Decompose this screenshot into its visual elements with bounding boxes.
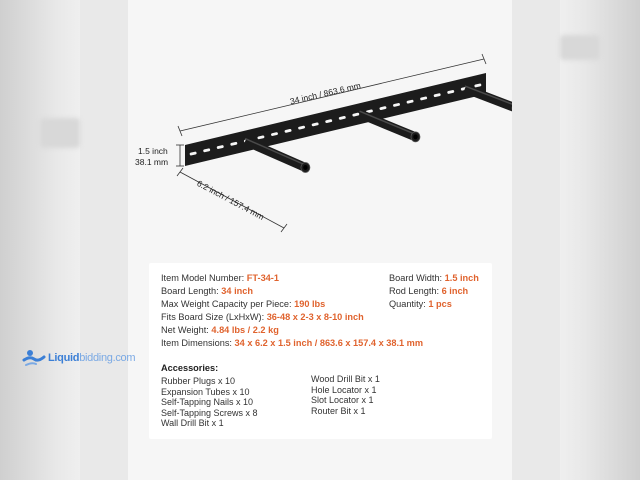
support-rod xyxy=(465,86,512,113)
spec-board-length-label: Board Length: xyxy=(161,286,219,296)
accessory-item: Router Bit x 1 xyxy=(311,405,366,416)
spec-max-weight-label: Max Weight Capacity per Piece: xyxy=(161,299,292,309)
depth-label: 6.2 inch / 157.4 mm xyxy=(195,178,266,222)
accessory-item: Rubber Plugs x 10 xyxy=(161,376,236,386)
spec-quantity xyxy=(389,299,452,310)
accessory-item: Expansion Tubes x 10 xyxy=(161,386,250,397)
accessory-item: Slot Locator x 1 xyxy=(311,395,374,406)
spec-max-weight-value: 190 lbs xyxy=(294,299,326,309)
accessories-right-list xyxy=(311,374,380,416)
accessories-left-list xyxy=(161,376,258,429)
spec-net-weight-label: Net Weight: xyxy=(161,325,209,335)
spec-fits-board xyxy=(161,312,364,323)
liquidbidding-watermark xyxy=(22,348,135,368)
spec-rod-length-value: 6 inch xyxy=(441,286,469,296)
spec-max-weight xyxy=(161,299,325,310)
spec-board-length-value: 34 inch xyxy=(221,286,253,296)
spec-board-length xyxy=(161,286,253,297)
spec-item-dimensions-value: 34 x 6.2 x 1.5 inch / 863.6 x 157.4 x 38.1 mm xyxy=(234,338,424,348)
spec-rod-length xyxy=(389,286,468,297)
spec-item-dimensions xyxy=(161,338,423,349)
height-inch-label: 1.5 inch xyxy=(138,146,168,156)
background-right xyxy=(560,0,640,480)
spec-model-value: FT-34-1 xyxy=(246,273,279,283)
height-mm-label: 38.1 mm xyxy=(135,157,169,167)
bracket-drawing xyxy=(128,0,512,255)
accessory-item: Self-Tapping Screws x 8 xyxy=(161,407,258,418)
spec-quantity-label: Quantity: xyxy=(389,299,426,309)
accessory-item: Wood Drill Bit x 1 xyxy=(311,374,380,384)
spec-fits-board-label: Fits Board Size (LxHxW): xyxy=(161,312,265,322)
spec-rod-length-label: Rod Length: xyxy=(389,286,440,296)
accessories-title: Accessories: xyxy=(161,363,219,373)
background-left xyxy=(0,0,80,480)
spec-board-width-value: 1.5 inch xyxy=(444,273,479,283)
specifications-card xyxy=(149,263,492,439)
watermark-text xyxy=(48,352,135,364)
watermark-part-2: bidding xyxy=(79,352,113,364)
spec-item-dimensions-label: Item Dimensions: xyxy=(161,338,232,348)
spec-board-width-label: Board Width: xyxy=(389,273,443,283)
spec-model xyxy=(161,273,279,284)
length-label: 34 inch / 863.6 mm xyxy=(288,80,362,107)
accessory-item: Hole Locator x 1 xyxy=(311,384,377,395)
spec-net-weight xyxy=(161,325,279,336)
spec-fits-board-value: 36-48 x 2-3 x 8-10 inch xyxy=(266,312,364,322)
spec-quantity-value: 1 pcs xyxy=(428,299,452,309)
accessory-item: Wall Drill Bit x 1 xyxy=(161,418,224,429)
accessory-item: Self-Tapping Nails x 10 xyxy=(161,397,254,408)
spec-board-width xyxy=(389,273,479,284)
spec-model-label: Item Model Number: xyxy=(161,273,245,283)
liquidbidding-logo-icon xyxy=(22,348,48,368)
watermark-part-3: .com xyxy=(112,352,136,364)
spec-net-weight-value: 4.84 lbs / 2.2 kg xyxy=(211,325,279,335)
height-dimension-line xyxy=(176,145,184,166)
background-blur xyxy=(40,118,80,148)
watermark-part-1: Liquid xyxy=(48,352,80,364)
background-blur xyxy=(560,35,600,60)
